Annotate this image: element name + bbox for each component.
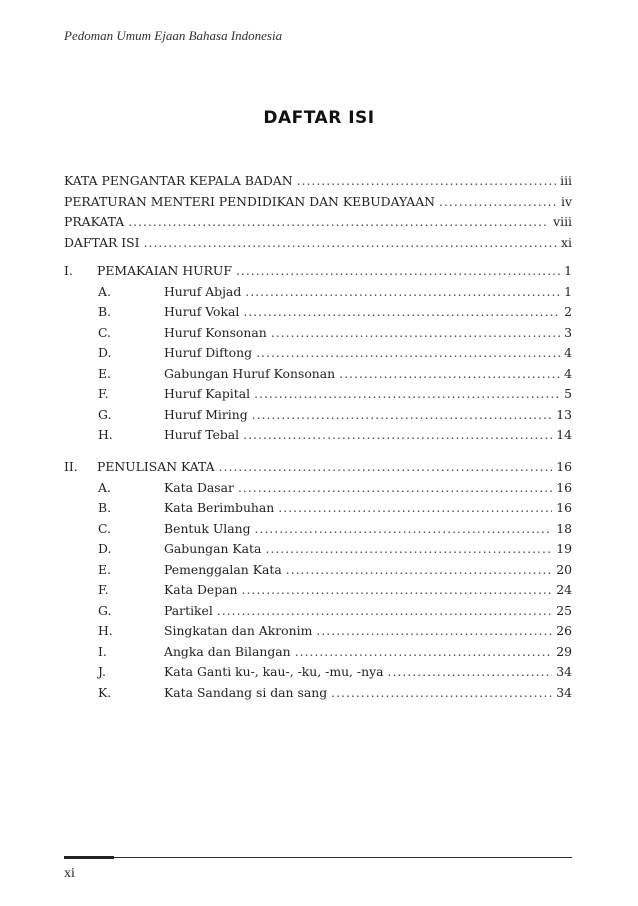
toc-row[interactable] [64, 427, 572, 448]
dot-leader [271, 325, 560, 340]
toc-front-matter [64, 173, 572, 255]
dot-leader [238, 480, 552, 495]
toc-entry-label: Huruf Tebal [164, 427, 240, 442]
toc-page-number: 4 [564, 365, 572, 381]
chapter-number: II. [64, 459, 78, 474]
toc-row[interactable] [64, 173, 572, 194]
dot-leader [219, 459, 553, 474]
toc-entry-label: PRAKATA [64, 214, 125, 229]
toc-row[interactable] [64, 500, 572, 521]
footer-page-number: xi [64, 866, 75, 881]
toc-entry-label: Huruf Miring [164, 406, 248, 422]
toc-row[interactable] [64, 480, 572, 501]
toc-row[interactable] [64, 562, 572, 583]
toc-page-number: 20 [556, 561, 572, 577]
toc-row[interactable] [64, 685, 572, 706]
toc-row[interactable] [64, 366, 572, 387]
section-letter: B. [98, 500, 112, 515]
dot-leader [254, 386, 560, 401]
dot-leader [245, 284, 560, 299]
section-letter: E. [98, 561, 111, 577]
toc-page-number: iii [560, 173, 572, 188]
dot-leader [217, 603, 552, 618]
toc-entry-label: Huruf Konsonan [164, 324, 267, 340]
toc-entry-label: Kata Ganti ku-, kau-, -ku, -mu, -nya [164, 664, 384, 679]
dot-leader [128, 214, 549, 229]
toc-page-number: 25 [556, 602, 572, 618]
dot-leader [252, 407, 553, 422]
dot-leader [265, 541, 552, 556]
toc-entry-label: Huruf Diftong [164, 345, 253, 360]
section-letter: D. [98, 541, 112, 556]
toc-row[interactable] [64, 325, 572, 346]
toc-page-number: 13 [556, 406, 572, 422]
toc-entry-label: Kata Berimbuhan [164, 500, 275, 515]
toc-entry-label: Gabungan Huruf Konsonan [164, 365, 336, 381]
toc-page-number: 14 [556, 427, 572, 442]
toc-entry-label: Angka dan Bilangan [164, 643, 291, 659]
toc-entry-label: Kata Dasar [164, 479, 234, 495]
toc-row[interactable] [64, 284, 572, 305]
toc-row[interactable] [64, 407, 572, 428]
section-letter: B. [98, 304, 112, 319]
section-letter: G. [98, 602, 112, 618]
toc-page-number: viii [553, 214, 572, 229]
toc-entry-label: DAFTAR ISI [64, 234, 140, 250]
dot-leader [388, 664, 553, 679]
toc-entry-label: Kata Depan [164, 582, 238, 597]
footer-rule [64, 857, 572, 858]
toc-entry-label: Gabungan Kata [164, 541, 262, 556]
section-letter: G. [98, 406, 112, 422]
toc-page-number: 16 [556, 500, 572, 515]
dot-leader [144, 235, 557, 250]
dot-leader [331, 685, 552, 700]
toc-entry-label: Singkatan dan Akronim [164, 623, 313, 638]
toc-entry-label: Bentuk Ulang [164, 520, 251, 536]
toc-row[interactable] [64, 603, 572, 624]
toc-page-number: 4 [564, 345, 572, 360]
toc-entry-label: KATA PENGANTAR KEPALA BADAN [64, 173, 293, 188]
section-letter: J. [98, 664, 106, 679]
chapter-label: PENULISAN KATA [97, 459, 215, 474]
dot-leader [242, 582, 553, 597]
toc-entry-label: Huruf Abjad [164, 283, 242, 299]
toc-entry-label: Pemenggalan Kata [164, 561, 282, 577]
toc-entry-label: Huruf Vokal [164, 304, 240, 319]
dot-leader [439, 194, 557, 209]
toc-row[interactable] [64, 541, 572, 562]
toc-entry-label: PERATURAN MENTERI PENDIDIKAN DAN KEBUDAYAAN [64, 193, 436, 209]
toc-chapter-row[interactable] [64, 263, 572, 284]
toc-row[interactable] [64, 214, 572, 235]
toc-row[interactable] [64, 304, 572, 325]
dot-leader [278, 500, 552, 515]
toc-page-number: xi [561, 234, 572, 250]
section-letter: H. [98, 623, 113, 638]
footer-rule-accent [64, 856, 114, 859]
section-letter: D. [98, 345, 112, 360]
section-letter: E. [98, 365, 111, 381]
section-letter: K. [98, 684, 112, 700]
dot-leader [243, 427, 552, 442]
page-title: DAFTAR ISI [263, 108, 375, 128]
section-letter: C. [98, 520, 111, 536]
toc-page-number: 16 [556, 479, 572, 495]
running-header: Pedoman Umum Ejaan Bahasa Indonesia [64, 28, 283, 43]
toc-page-number: 1 [564, 263, 572, 278]
dot-leader [339, 366, 560, 381]
toc-row[interactable] [64, 521, 572, 542]
toc-page-number: 2 [564, 304, 572, 319]
toc-row[interactable] [64, 235, 572, 256]
dot-leader [243, 304, 560, 319]
dot-leader [297, 173, 557, 188]
toc-row[interactable] [64, 664, 572, 685]
dot-leader [286, 562, 553, 577]
toc-page-number: 18 [556, 520, 572, 536]
section-letter: A. [98, 283, 111, 299]
toc-entry-label: Partikel [164, 602, 213, 618]
section-letter: A. [98, 479, 111, 495]
toc-chapter-1 [64, 263, 572, 448]
toc-page-number: 3 [564, 324, 572, 340]
toc-page-number: 1 [564, 283, 572, 299]
dot-leader [236, 263, 560, 278]
dot-leader [295, 644, 553, 659]
section-letter: F. [98, 582, 109, 597]
toc-page-number: iv [561, 193, 572, 209]
toc-row[interactable] [64, 623, 572, 644]
dot-leader [255, 521, 553, 536]
toc-row[interactable] [64, 194, 572, 215]
section-letter: C. [98, 324, 111, 340]
toc-row[interactable] [64, 582, 572, 603]
toc-page-number: 5 [564, 386, 572, 401]
section-letter: H. [98, 427, 113, 442]
toc-row[interactable] [64, 345, 572, 366]
dot-leader [256, 345, 560, 360]
dot-leader [316, 623, 552, 638]
toc-page-number: 16 [556, 459, 572, 474]
toc-entry-label: Huruf Kapital [164, 386, 251, 401]
section-letter: F. [98, 386, 109, 401]
toc-chapter-row[interactable] [64, 459, 572, 480]
toc-page-number: 29 [556, 643, 572, 659]
toc-row[interactable] [64, 386, 572, 407]
toc-entry-label: Kata Sandang si dan sang [164, 684, 328, 700]
toc-row[interactable] [64, 644, 572, 665]
toc-page-number: 24 [556, 582, 572, 597]
toc-chapter-2 [64, 459, 572, 705]
toc-page-number: 26 [556, 623, 572, 638]
chapter-number: I. [64, 263, 73, 278]
toc-page-number: 34 [556, 684, 572, 700]
section-letter: I. [98, 643, 107, 659]
toc-page-number: 34 [556, 664, 572, 679]
chapter-label: PEMAKAIAN HURUF [97, 263, 232, 278]
toc-page-number: 19 [556, 541, 572, 556]
